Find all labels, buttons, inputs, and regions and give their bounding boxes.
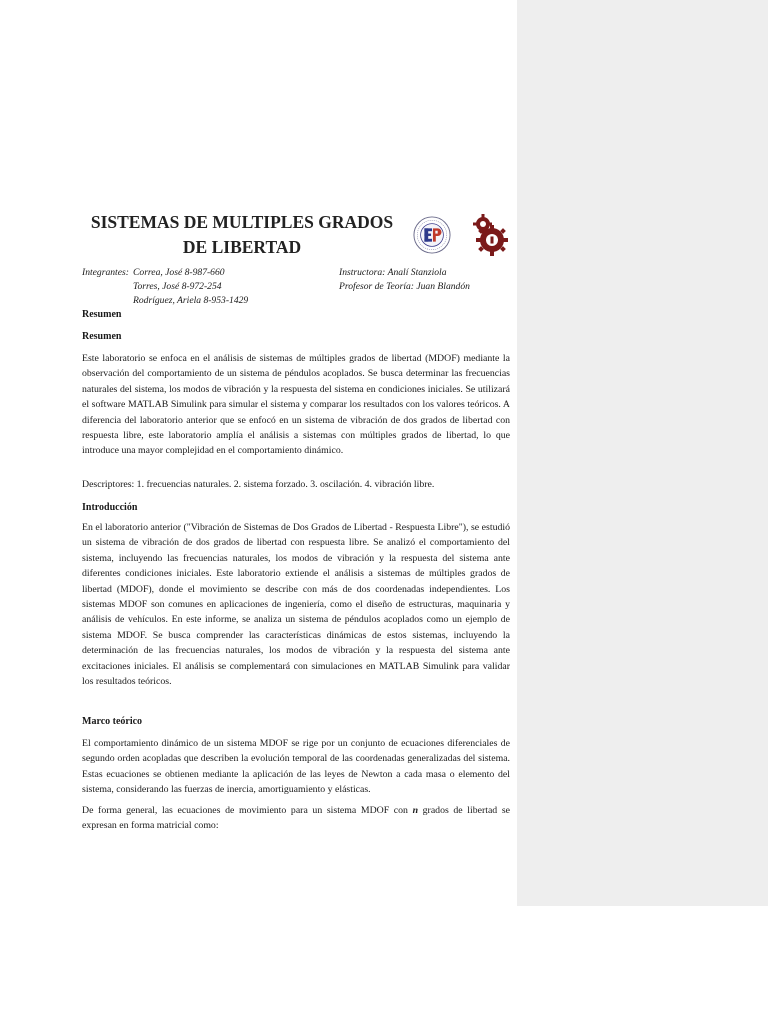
document-title	[82, 210, 402, 260]
instructor-name: Instructora: Analí Stanziola	[339, 267, 447, 278]
title-line-1: SISTEMAS DE MULTIPLES GRADOS	[90, 212, 394, 232]
comment-pane	[517, 0, 768, 906]
descriptores-line: Descriptores: 1. frecuencias naturales. 2. sistema forzado. 3. oscilación. 4. vibración libre.	[82, 479, 435, 490]
author-name: Rodríguez, Ariela 8-953-1429	[133, 295, 249, 306]
gear-emblem-logo	[470, 212, 510, 258]
authors-block	[82, 266, 512, 308]
author-name: Torres, José 8-972-254	[133, 281, 222, 292]
dof-variable: n	[412, 805, 419, 816]
resumen-subheading: Resumen	[82, 331, 122, 342]
marco-teorico-heading: Marco teórico	[82, 716, 143, 727]
introduccion-paragraph: En el laboratorio anterior ("Vibración de Sistemas de Dos Grados de Libertad - Respuesta Libre"), se estudió un sistema de vibración de dos grados de libertad con respuesta libre. Se analizó el comportamiento del sistema, incluyendo las frecuencias naturales, los modos de vibración y la respuesta del sistema ante diferentes condiciones iniciales. Este laboratorio extiende el análisis a sistemas de múltiples grados de libertad (MDOF), donde el movimiento se describe con más de dos coordenadas independientes. Los sistemas MDOF son comunes en aplicaciones de ingeniería, como el diseño de estructuras, maquinaria y análisis de vehículos. En este informe, se analiza un sistema de péndulos acoplados como un ejemplo de sistema MDOF. Se busca comprender las características dinámicas de estos sistemas, incluyendo la determinación de las frecuencias naturales, los modos de vibración y la respuesta del sistema ante excitaciones iniciales. El análisis se complementará con simulaciones en MATLAB Simulink para validar los resultados teóricos.	[82, 522, 510, 688]
resumen-paragraph: Este laboratorio se enfoca en el análisis de sistemas de múltiples grados de libertad (MDOF) mediante la observación del comportamiento de un sistema de péndulos acoplados. Se busca determinar las frecuencias naturales del sistema, los modos de vibración y la respuesta del sistema en condiciones iniciales. Se utilizará el software MATLAB Simulink para simular el sistema y comparar los resultados con los valores teóricos. A diferencia del laboratorio anterior que se enfocó en un sistema de vibración de dos grados de libertad con respuesta libre, este laboratorio amplía el análisis a sistemas con múltiples grados de libertad, lo que introduce una mayor complejidad en el comportamiento dinámico.	[82, 353, 510, 457]
introduccion-heading: Introducción	[82, 502, 138, 513]
author-name: Correa, José 8-987-660	[133, 267, 225, 278]
ecuaciones-text-start: De forma general, las ecuaciones de movimiento para un sistema MDOF con	[82, 805, 413, 816]
university-seal-logo	[413, 216, 451, 254]
authors-label: Integrantes:	[82, 267, 129, 278]
title-line-2: DE LIBERTAD	[182, 237, 302, 257]
marco-teorico-paragraph: El comportamiento dinámico de un sistema MDOF se rige por un conjunto de ecuaciones diferenciales de segundo orden acopladas que describen la evolución temporal de las coordenadas generalizadas del sistema. Estas ecuaciones se obtienen mediante la aplicación de las leyes de Newton a cada masa o elemento del sistema, considerando las fuerzas de inercia, amortiguamiento y elásticas.	[82, 738, 510, 796]
resumen-heading: Resumen	[82, 309, 122, 320]
professor-name: Profesor de Teoría: Juan Blandón	[339, 281, 470, 292]
ecuaciones-intro-paragraph	[82, 803, 510, 834]
ecuaciones-text-end: grados de libertad se expresan en forma matricial como:	[82, 805, 510, 832]
